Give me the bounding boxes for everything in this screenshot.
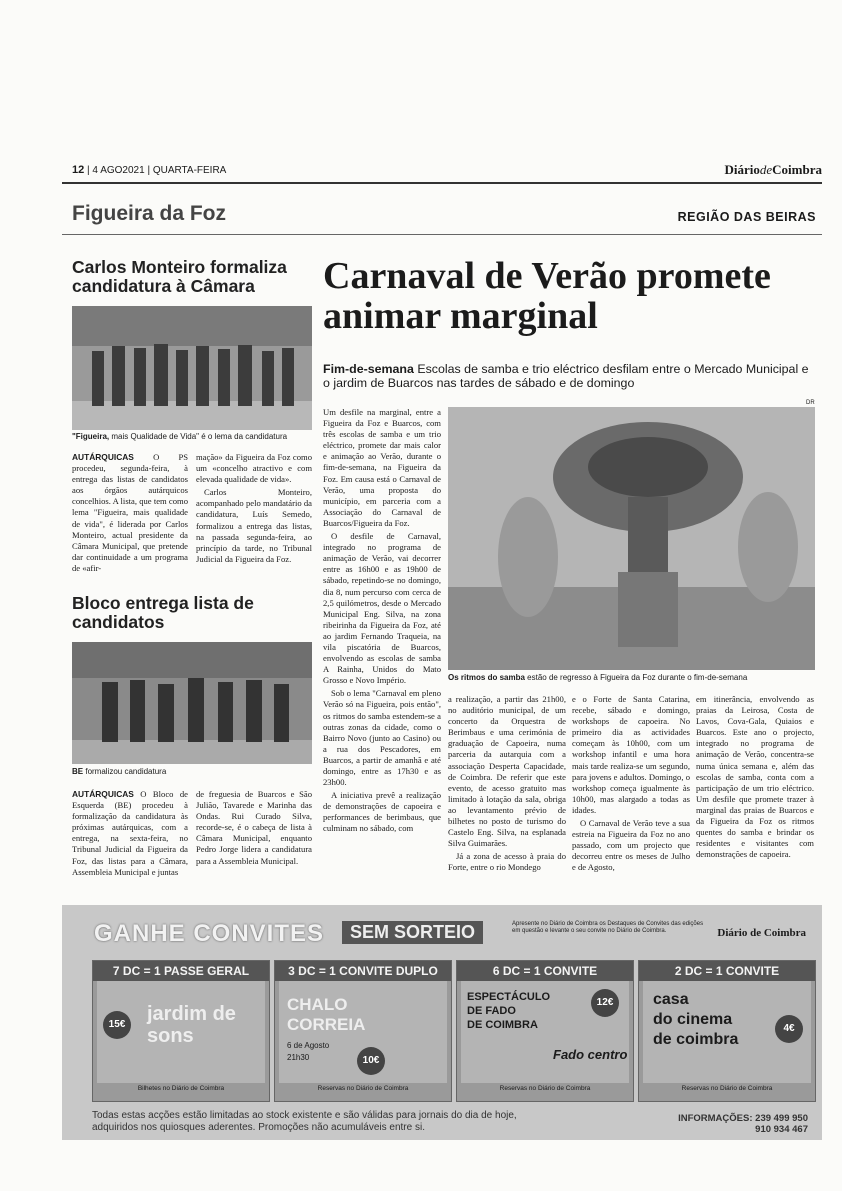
card4-price: 4€ <box>775 1015 803 1043</box>
story2-col2: de freguesia de Buarcos e São Julião, Tavarede e Marinha das Ondas. Rui Curado Silva, recorde-se, é o cabeça de lista à Câmara Municipal, enquanto Pedro Jorge lidera a candidatura para a Assembleia Municipal. <box>196 789 312 866</box>
section-rule <box>62 234 822 235</box>
card2-body <box>279 981 447 1083</box>
main-colA: Um desfile na marginal, entre a Figueira da Foz e Buarcos, com três escolas de samba e um trio eléctrico, promete dar mais calor e animação ao Verão, durante o fim-de-semana, na Figueira da Foz. Em causa está o Carnaval de Verão, uma proposta do município, em parceria com a Associação do Carnaval de Buarcos/Figueira da Foz. O desfile de Carnaval, integrado no programa de animação de Verão, vai decorrer entre as 16h00 e as 19h00 de sábado, repetindo-se no domingo, dia 8, num percurso com cerca de 2,5 quilómetros, desde o Mercado Municipal Eng. Silva, na zona ribeirinha da Figueira da Foz, até ao jardim Fernando Traqueia, na vila piscatória de Buarcos, envolvendo as escolas de samba A Rainha, Unidos do Mato Grosso e Novo Império. Sob o lema "Carnaval em pleno Verão só na Figueira, pois então", os ritmos do samba estendem-se a outras zonas da cidade, como o Bairro Novo (junto ao Casino) ou a rua dos Pescadores, em Buarcos, a partir de amanhã e até domingo, entre as 17h30 e as 23h00. A iniciativa prevê a realização de demonstrações de capoeira e performances de berimbaus, que culminam no sábado, com <box>323 407 441 834</box>
promo-disclaimer: Todas estas acções estão limitadas ao stock existente e são válidas para jornais do dia de hoje, adquiridos nos quiosques aderentes. Promoções não acumuláveis entre si. <box>92 1110 517 1133</box>
story2-photo <box>72 642 312 764</box>
info-phone1: 239 499 950 <box>755 1113 808 1124</box>
promo-note: Apresente no Diário de Coimbra os Destaques de Convites das edições em questão e levante o seu convite no Diário de Coimbra. <box>512 921 704 934</box>
main-colD: em itinerância, envolvendo as praias da Leirosa, Costa de Lavos, Cova-Gala, Quiaios e Buarcos. Este ano o projecto, integrado no programa de animação de Verão, concentra-se numa única semana e, além das escolas de samba, conta com a participação de um trio eléctrico. Um desfile que promete trazer à marginal das praias de Buarcos e da Figueira da Foz os ritmos quentes do samba e brindar os residentes e visitantes com demonstrações de capoeira. <box>696 694 814 860</box>
info-phone2: 910 934 467 <box>755 1124 808 1135</box>
promo-card-2 <box>274 960 452 1102</box>
card1-foot: Bilhetes no Diário de Coimbra <box>137 1085 225 1092</box>
card4-mid: do cinema <box>653 1011 733 1028</box>
card2-foot: Reservas no Diário de Coimbra <box>317 1085 409 1092</box>
card3-body <box>461 981 629 1083</box>
promo-block <box>62 905 822 1140</box>
promo-card-1 <box>92 960 270 1102</box>
lead-kicker: Fim-de-semana <box>323 362 414 376</box>
card1-price: 15€ <box>103 1011 131 1039</box>
story2-headline: Bloco entrega lista de candidatos <box>72 593 254 632</box>
page-header <box>62 162 822 184</box>
main-headline: Carnaval de Verão promete animar marginal <box>323 255 771 337</box>
main-caption: Os ritmos do samba estão de regresso à Figueira da Foz durante o fim-de-semana <box>448 673 748 682</box>
card3-top: ESPECTÁCULO <box>467 991 551 1003</box>
main-lead: Fim-de-semana Escolas de samba e trio eléctrico desfilam entre o Mercado Municipal e o jardim de Buarcos nas tardes de sábado e de domingo <box>323 362 809 390</box>
card1-bar: 7 DC = 1 PASSE GERAL <box>93 961 269 981</box>
page-date: 4 AGO2021 <box>92 165 145 176</box>
header-rule <box>62 182 822 184</box>
page-meta: 12 | 4 AGO2021 | QUARTA-FEIRA <box>72 164 227 176</box>
candidates-group-photo <box>72 306 312 430</box>
story2-col1: AUTÁRQUICAS O Bloco de Esquerda (BE) procedeu à formalização da candidatura às próximas autárquicas, com a entrega, na sexta-feira, no Tribunal Judicial da Figueira da Foz, das listas para a Câmara, Assembleia Municipal e juntas <box>72 789 188 877</box>
promo-card-3 <box>456 960 634 1102</box>
promo-info <box>678 1113 808 1135</box>
card3-price: 12€ <box>591 989 619 1017</box>
story1-caption: "Figueira, mais Qualidade de Vida" é o lema da candidatura <box>72 432 288 441</box>
page-weekday: QUARTA-FEIRA <box>152 165 227 176</box>
photo-credit: DR <box>806 400 815 406</box>
promo-badge: SEM SORTEIO <box>342 921 483 944</box>
promo-title: GANHE CONVITES <box>94 920 325 947</box>
info-label: INFORMAÇÕES: <box>678 1113 753 1124</box>
story1-headline: Carlos Monteiro formaliza candidatura à Câmara <box>72 257 287 296</box>
card4-foot: Reservas no Diário de Coimbra <box>681 1085 773 1092</box>
card1-label: jardim de sons <box>147 1003 236 1047</box>
card4-body <box>643 981 811 1083</box>
section-title: Figueira da Foz <box>72 202 227 225</box>
card2-bar: 3 DC = 1 CONVITE DUPLO <box>275 961 451 981</box>
card2-time: 21h30 <box>287 1053 310 1062</box>
main-photo <box>448 407 815 670</box>
story1-col2: mação» da Figueira da Foz como um «concelho atractivo e com elevada qualidade de vida». Carlos Monteiro, acompanhado pelo mandatário da candidatura, Luís Semedo, formalizou a entrega das listas, na passada segunda-feira, ao princípio da tarde, no Tribunal Judicial da Figueira da Foz. <box>196 452 312 564</box>
card1-body <box>97 981 265 1083</box>
card4-bar: 2 DC = 1 CONVITE <box>639 961 815 981</box>
main-colC: e o Forte de Santa Catarina, recebe, sábado e domingo, workshops de capoeira. No primeiro dia as actividades começam às 10h00, com um workshop infantil e uma hora mais tarde realiza-se um segundo, para jovens e adultos. Domingo, o workshop começa igualmente às 10h00, mas alargado a todas as idades. O Carnaval de Verão teve a sua estreia na Figueira da Foz no ano passado, com um projecto que decorreu entre os meses de Julho e de Agosto, <box>572 694 690 873</box>
card3-low: DE COIMBRA <box>467 1019 538 1031</box>
main-colB: a realização, a partir das 21h00, no auditório municipal, de um concerto da Orquestra de Berimbaus e uma cerimónia de graduação de Capoeira, numa parceria da autarquia com a associação Desperta Capacidade, de Coimbra. De referir que este evento, de acesso gratuito mas limitado à lotação da sala, obriga ao levantamento prévio de bilhetes no posto de turismo do Castelo Eng. Silva, na esplanada Silva Guimarães. Já a zona de acesso à praia do Forte, entre o rio Mondego <box>448 694 566 873</box>
promo-card-4 <box>638 960 816 1102</box>
card2-mid: CORREIA <box>287 1015 366 1034</box>
card3-mid: DE FADO <box>467 1005 516 1017</box>
region-label: REGIÃO DAS BEIRAS <box>677 210 816 224</box>
card2-price: 10€ <box>357 1047 385 1075</box>
card2-date: 6 de Agosto <box>287 1041 330 1050</box>
card3-foot: Reservas no Diário de Coimbra <box>499 1085 591 1092</box>
card4-top: casa <box>653 991 689 1008</box>
samba-dancer-photo <box>448 407 815 670</box>
story2-caption: BE formalizou candidatura <box>72 767 167 776</box>
card2-top: CHALO <box>287 995 348 1014</box>
bloco-group-photo <box>72 642 312 764</box>
page-number: 12 <box>72 164 85 176</box>
card4-low: de coimbra <box>653 1031 739 1048</box>
card3-bar: 6 DC = 1 CONVITE <box>457 961 633 981</box>
card3-logo: Fado centro <box>553 1047 628 1062</box>
story1-col1: AUTÁRQUICAS O PS procedeu, segunda-feira, à entrega das listas de candidatos aos órgãos autárquicos concelhios. A lista, que tem como lema "Figueira, mais qualidade de vida", é liderada por Carlos Monteiro, actual presidente da Câmara Municipal, que pretende dar continuidade a um programa de «afir- <box>72 452 188 573</box>
story1-photo <box>72 306 312 430</box>
promo-logo: Diário de Coimbra <box>717 927 806 939</box>
masthead-logo: DiáriodeCoimbra <box>724 162 822 177</box>
